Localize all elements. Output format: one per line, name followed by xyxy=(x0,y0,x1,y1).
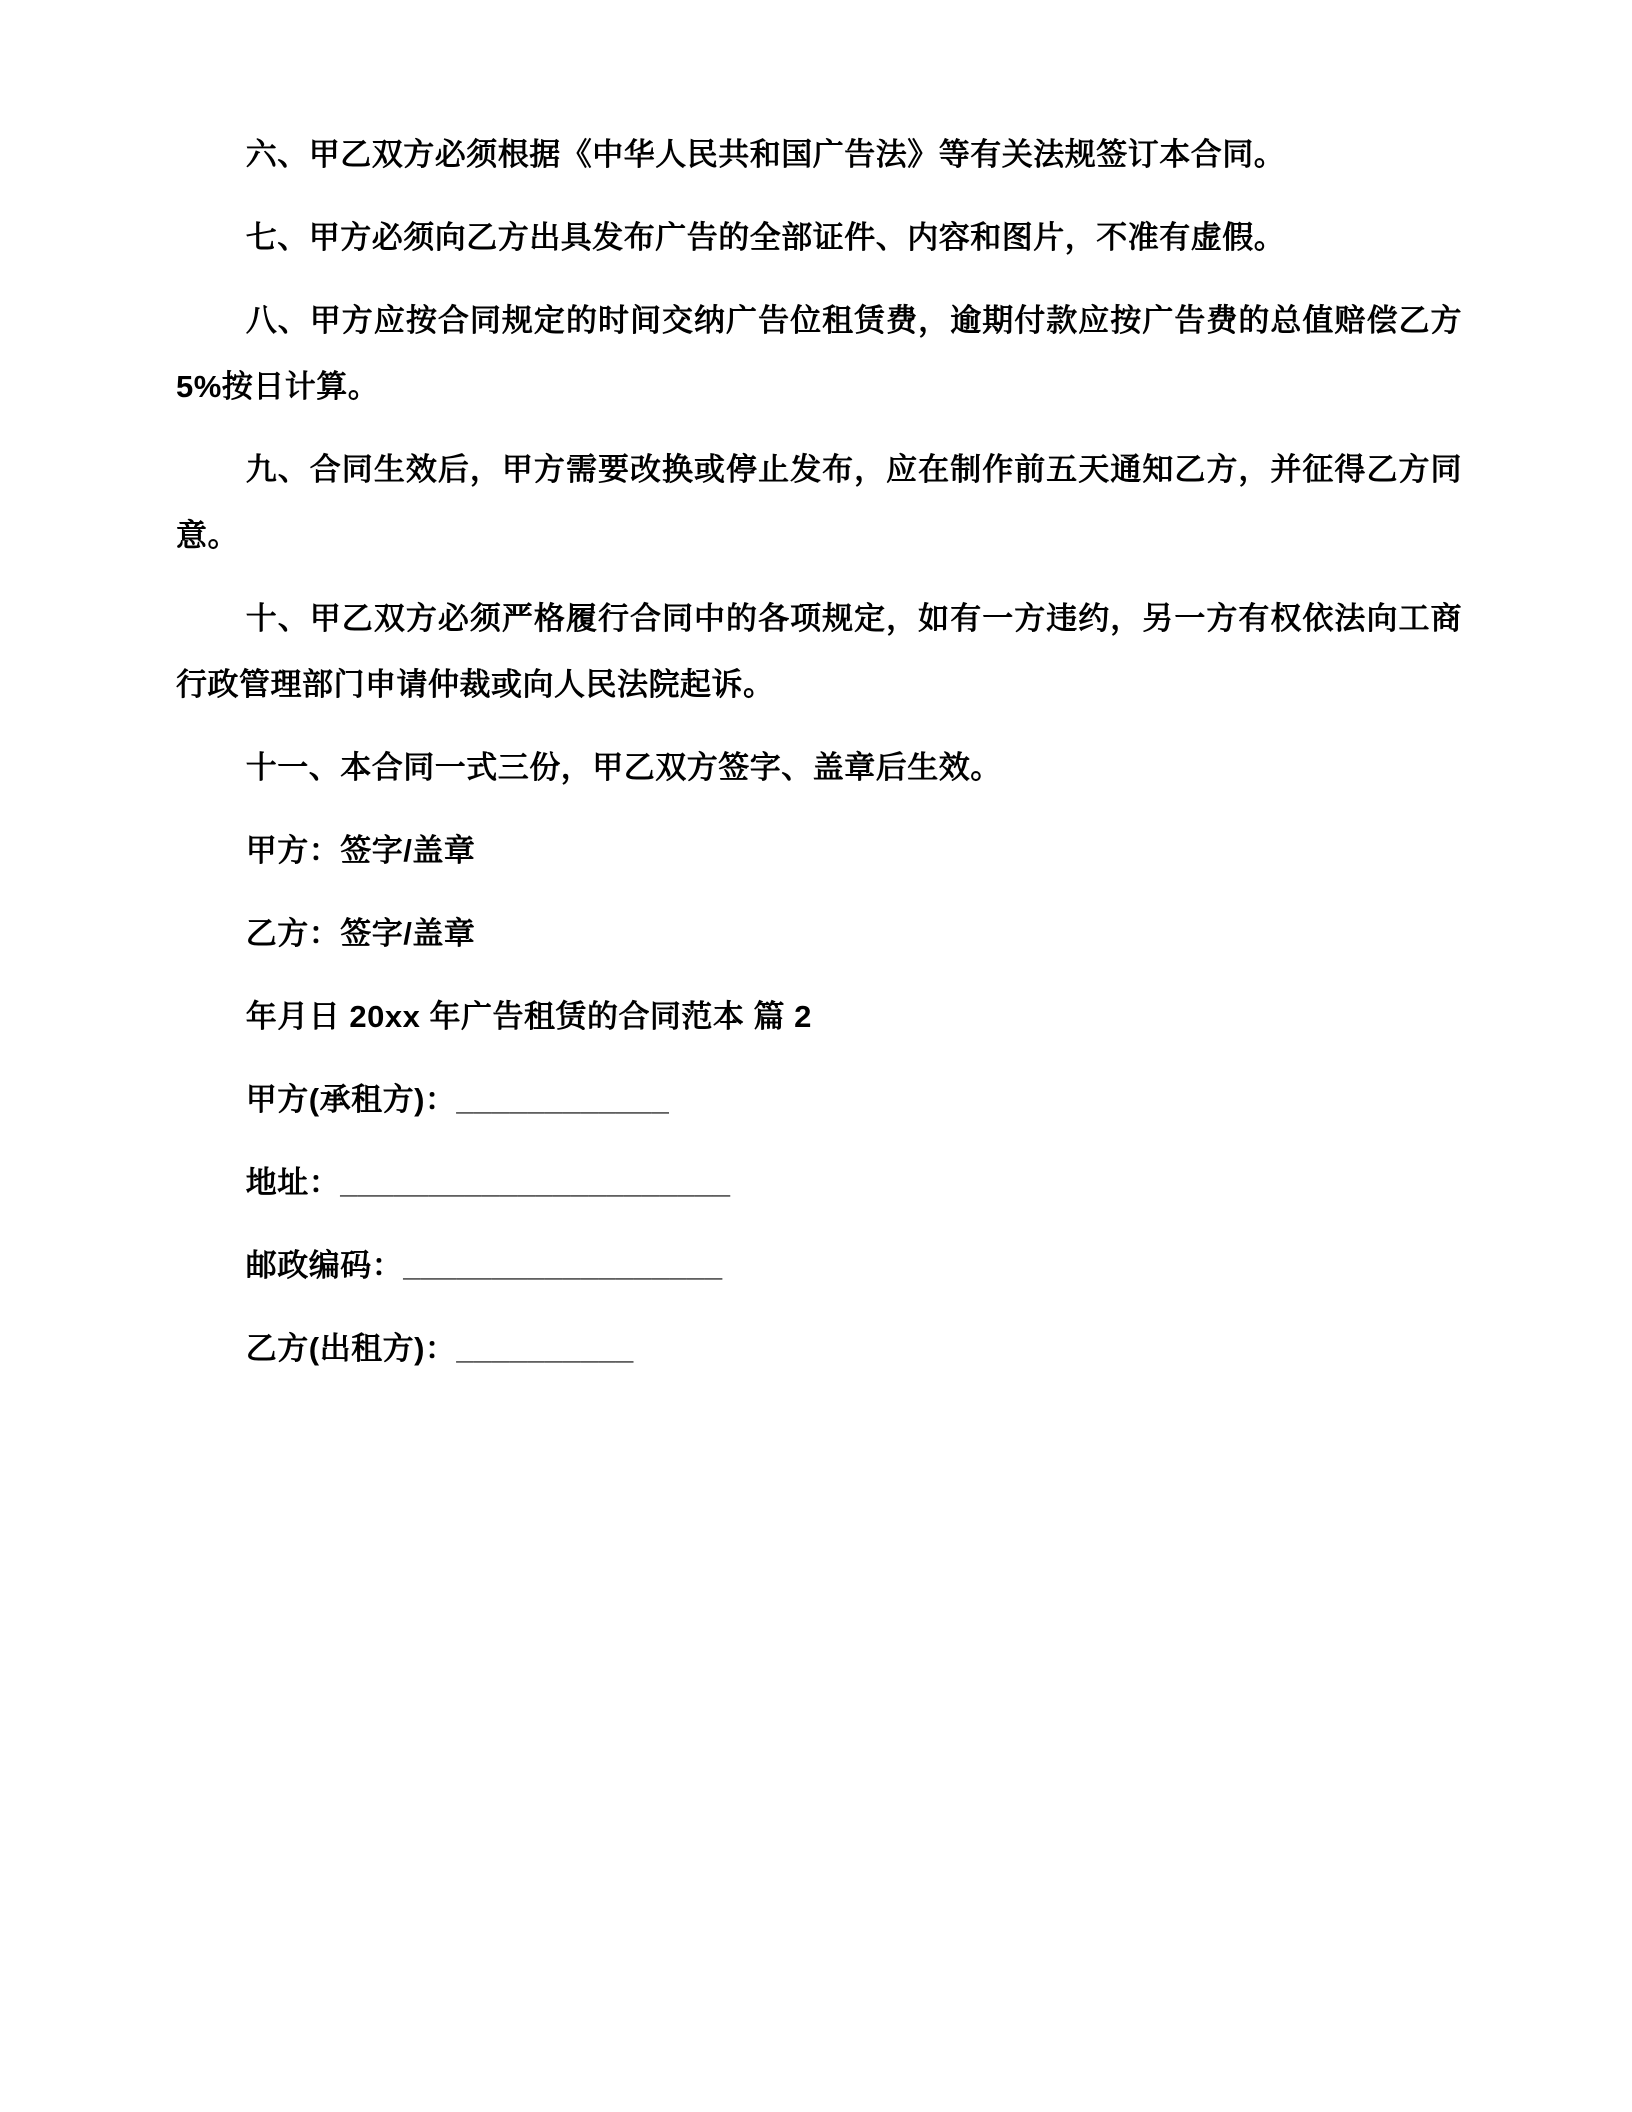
clause-6: 六、甲乙双方必须根据《中华人民共和国广告法》等有关法规签订本合同。 xyxy=(245,137,1286,172)
address-blank-field: 地址：______________________ xyxy=(245,1165,731,1201)
clause-7: 七、甲方必须向乙方出具发布广告的全部证件、内容和图片，不准有虚假。 xyxy=(245,220,1286,256)
party-a-blank-field: 甲方(承租方)：____________ xyxy=(245,1082,670,1118)
date-and-next-template-title: 年月日 20xx 年广告租赁的合同范本 篇 2 xyxy=(245,999,812,1035)
party-a-signature-line: 甲方：签字/盖章 xyxy=(245,833,476,869)
clause-11: 十一、本合同一式三份，甲乙双方签字、盖章后生效。 xyxy=(245,750,1002,786)
party-b-blank-field: 乙方(出租方)：__________ xyxy=(245,1331,634,1367)
party-b-signature-line: 乙方：签字/盖章 xyxy=(245,916,476,952)
clause-9: 九、合同生效后，甲方需要改换或停止发布，应在制作前五天通知乙方，并征得乙方同意。 xyxy=(176,452,1462,554)
clause-10: 十、甲乙双方必须严格履行合同中的各项规定，如有一方违约，另一方有权依法向工商行政管理部门申请仲裁或向人民法院起诉。 xyxy=(176,601,1462,703)
clause-8: 八、甲方应按合同规定的时间交纳广告位租赁费，逾期付款应按广告费的总值赔偿乙方 5%按日计算。 xyxy=(176,303,1462,405)
postal-code-blank-field: 邮政编码：__________________ xyxy=(245,1248,723,1284)
